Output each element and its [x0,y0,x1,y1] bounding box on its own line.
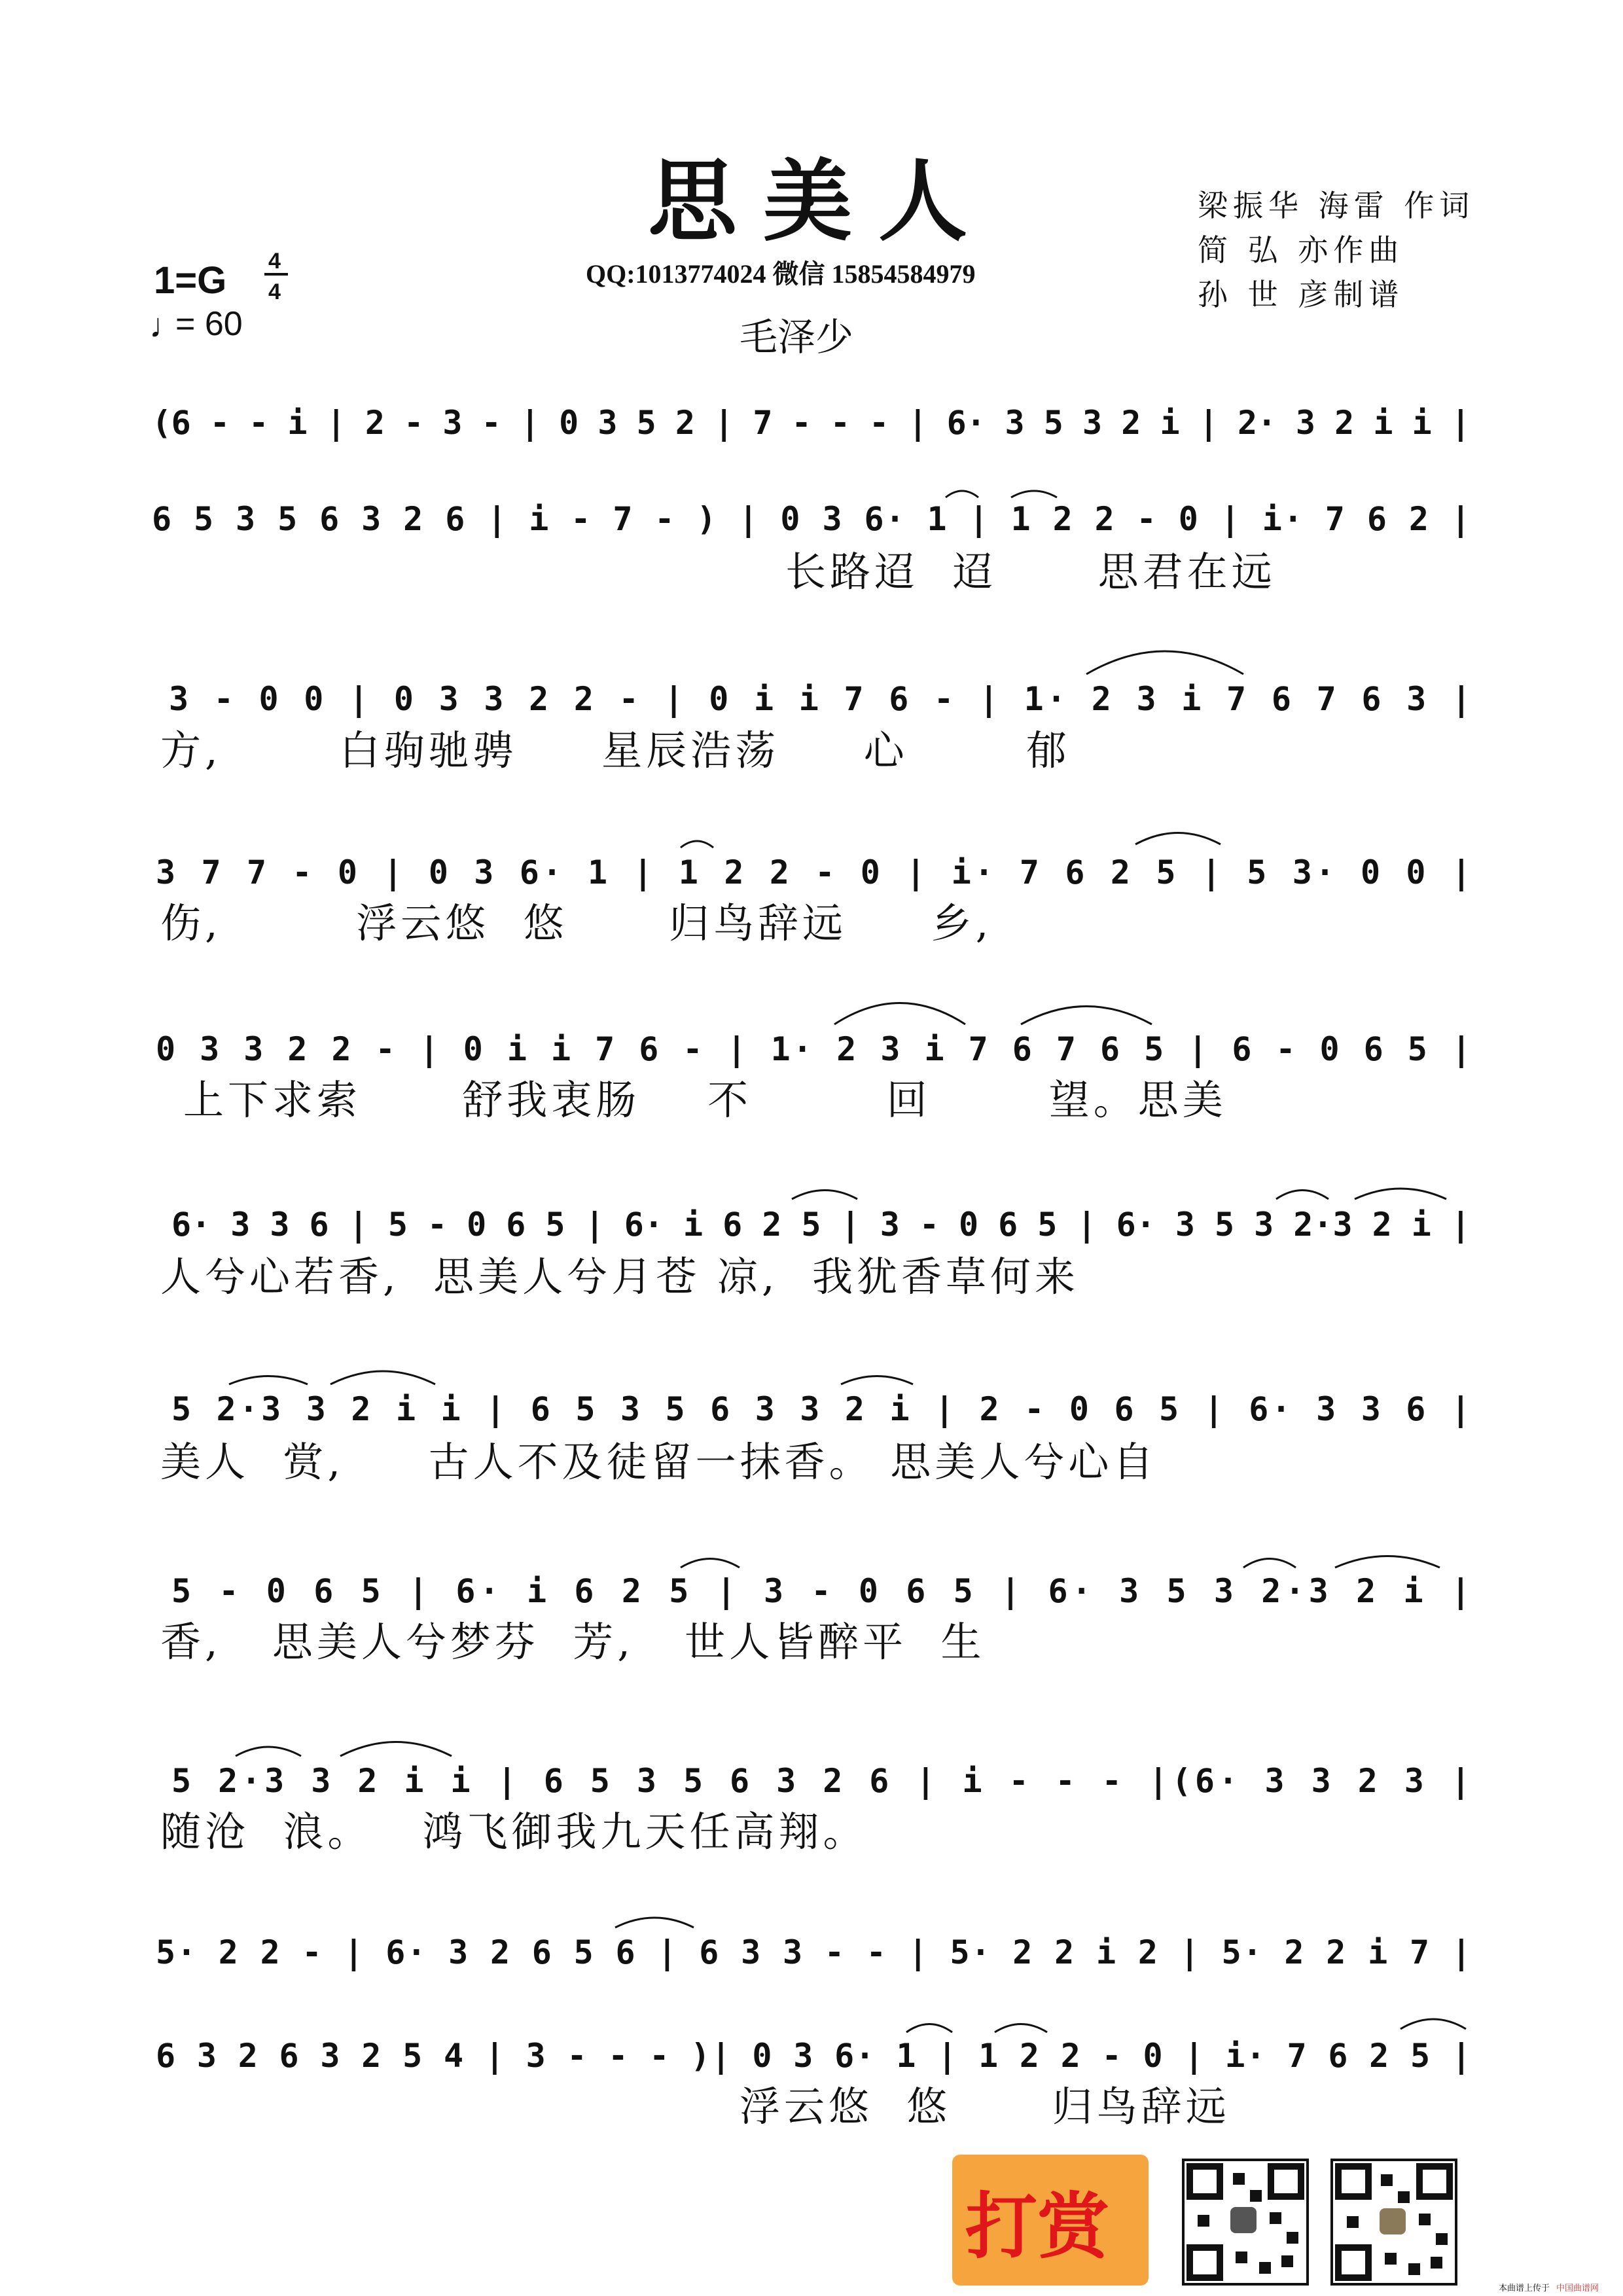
lyric-line: 上下求索 舒我衷肠 不 回 望。思美 [183,1076,1227,1124]
site-logo: 中国曲谱网 [1556,2284,1599,2293]
notation-line: 5· 2 2 - | 6· 3 2 6 5 6 | 6 3 3 - - | 5· 2 2 i 2 | 5· 2 2 i 7 | [156,1933,1471,1971]
tempo-value: = 60 [175,305,243,343]
lyric-line: 方, 白驹驰骋 星辰浩荡 心 郁 [160,726,1071,774]
notation-line: 6 5 3 5 6 3 2 6 | i - 7 - ) | 0 3 6· 1 | 1 2 2 - 0 | i· 7 6 2 | [152,500,1471,538]
lyric-line: 伤, 浮云悠 悠 归鸟辞远 乡, [160,899,993,947]
notation-line: 3 7 7 - 0 | 0 3 6· 1 | 1 2 2 - 0 | i· 7 6 2 5 | 5 3· 0 0 | [156,853,1471,891]
arranger-credit: 孙 世 彦制谱 [1198,277,1404,312]
singer-name: 毛泽少 [740,315,854,359]
lyric-line: 香, 思美人兮梦芬 芳, 世人皆醉平 生 [160,1618,986,1666]
notation-line: (6 - - i | 2 - 3 - | 0 3 5 2 | 7 - - - | 6· 3 5 3 2 i | 2· 3 2 i i | [152,404,1471,442]
notation-line: 5 2·3 3 2 i i | 6 5 3 5 6 3 3 2 i | 2 - 0 6 5 | 6· 3 3 6 | [171,1390,1471,1428]
quarter-note-icon: ♩ [149,307,183,345]
system-8 [160,1556,1471,1666]
notation-line: 5 2·3 3 2 i i | 6 5 3 5 6 3 2 6 | i - - - |(6· 3 3 2 3 | [171,1762,1471,1800]
qr-code-left [1183,2160,1308,2284]
system-3 [160,651,1471,774]
lyric-line: 浮云悠 悠 归鸟辞远 [740,2083,1230,2130]
system-1 [152,401,1471,442]
reward-button[interactable] [952,2155,1149,2286]
system-10 [156,1918,1471,1971]
system-4 [156,833,1471,948]
notation-line: 6· 3 3 6 | 5 - 0 6 5 | 6· i 6 2 5 | 3 - 0 6 5 | 6· 3 5 3 2·3 2 i | [171,1206,1471,1244]
notation-line: 6 3 2 6 3 2 5 4 | 3 - - - )| 0 3 6· 1 | 1 2 2 - 0 | i· 7 6 2 5 | [156,2037,1471,2075]
notation-line: 5 - 0 6 5 | 6· i 6 2 5 | 3 - 0 6 5 | 6· 3 5 3 2·3 2 i | [171,1572,1471,1610]
lyric-line: 长路迢 迢 思君在远 [785,548,1276,596]
upload-note: 本曲谱上传于 [1499,2284,1550,2293]
key-signature: 1=G [154,259,227,302]
notation-line: 0 3 3 2 2 - | 0 i i 7 6 - | 1· 2 3 i 7 6 7 6 5 | 6 - 0 6 5 | [156,1030,1471,1068]
system-6 [160,1189,1471,1300]
contact-info: QQ:1013774024 微信 15854584979 [586,259,976,289]
time-signature-bottom: 4 [268,279,281,304]
lyricist-credit: 梁振华 海雷 作词 [1198,188,1475,223]
system-9 [160,1742,1471,1856]
system-2 [152,491,1471,596]
song-title: 思美人 [648,149,993,254]
time-signature-top: 4 [268,249,281,274]
lyric-line: 人兮心若香, 思美人兮月苍 凉, 我犹香草何来 [160,1253,1079,1300]
reward-label: 打赏 [965,2184,1109,2269]
qr-code-right [1332,2160,1456,2284]
notation-line: 3 - 0 0 | 0 3 3 2 2 - | 0 i i 7 6 - | 1· 2 3 i 7 6 7 6 3 | [169,680,1471,718]
system-7 [160,1371,1471,1486]
lyric-line: 随沧 浪。 鸿飞御我九天任高翔。 [160,1808,868,1856]
composer-credit: 简 弘 亦作曲 [1198,232,1404,268]
system-11 [156,2019,1471,2130]
system-5 [156,1003,1471,1124]
lyric-line: 美人 赏, 古人不及徒留一抹香。 思美人兮心自 [160,1438,1158,1486]
